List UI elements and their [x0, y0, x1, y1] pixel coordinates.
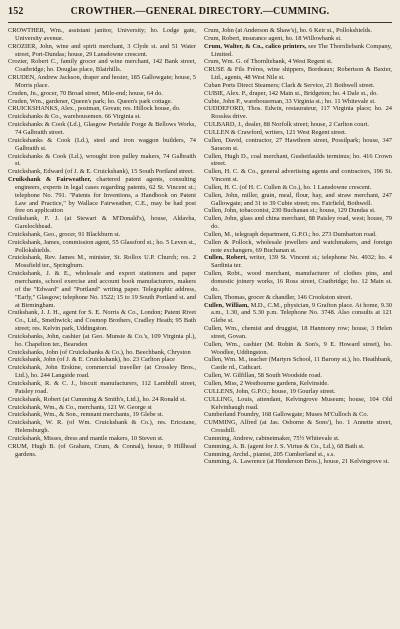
directory-entry: Cumberland Foundry, 168 Gallowgate; Muses M'Culloch & Co. [204, 411, 369, 419]
directory-entry: Cumming, Archd., pianist, 205 Cumberland st., s.s. [204, 450, 336, 458]
page-number: 152 [8, 6, 24, 17]
directory-entry: CUMMING, Alfred (at Jas. Osborne & Sons'), ho. 1 Annette street, Crosshill. [204, 419, 392, 435]
directory-entry: Crum, John (at Anderson & Shaw's), ho. 6 Keir st., Pollokshields. [204, 27, 373, 34]
directory-entry: Cruickshanks, John (of Cruickshanks & Co.), ho. Beechbank, Chryston [8, 348, 191, 356]
directory-entry: CRUSE & Fils Frères, wine shippers, Bordeaux; Robertson & Baxter, Ltd., agents, 48 West Nile st. [204, 66, 392, 82]
directory-entry: Cruickshanks & Cook (Ld.), steel and iron waggon builders, 74 Galbraith st. [8, 136, 196, 152]
directory-entry: CROWTHER, Wm., assistant janitor, University; ho. Lodge gate, University avenue. [8, 27, 196, 42]
directory-entry: Cruickshank, Wm., & Co., merchants, 121 W. George st [8, 403, 152, 411]
directory-entry: Cullen, Thomas, grocer & chandler, 146 Crookston street. [204, 293, 353, 301]
directory-entry: Cruickshank, R. & C. J., biscuit manufacturers, 112 Lambhill street, Paisley road. [8, 379, 196, 395]
directory-entry: Cullen, Miss, 2 Westbourne gardens, Kelvinside. [204, 379, 329, 387]
directory-entry: Cruickshank, Edward (of J. & E. Cruickshank), 15 South Portland street. [8, 168, 195, 176]
entry-name: Cullen, Robert, [204, 254, 247, 262]
directory-entry: CRUDEN, Andrew Jackson, draper and hosier, 185 Gallowgate; house, 5 Morris place. [8, 74, 196, 89]
directory-entry: Crozier, Robert C., family grocer and wine merchant, 142 Bank street, Coatbridge; ho. Douglas place, Blairhills. [8, 58, 196, 74]
directory-entry: Cruickshank, John Erskine, commercial traveller (at Crossley Bros., Ltd.), ho. 244 Langside road. [8, 364, 196, 380]
directory-entry: CULLING, Louis, attendant, Kelvingrove Museum; house, 104 Old Kelvinhaugh road. [204, 395, 392, 411]
directory-entry: Cullen, John, glass and china merchant, 88 Paisley road, west; house, 79 do. [204, 215, 392, 231]
directory-entry: Cullen, Hugh D., coal merchant, Gushetfaulds terminus; ho. 416 Crown street. [204, 152, 392, 168]
directory-entry: Cullen, Robt., wood merchant, manufacturer of clothes pins, and domestic joinery works, 16 Ross street, Coatbridge; ho. 12 Main st. do. [204, 270, 392, 293]
directory-entry: Cullen, M., telegraph department, G.P.O.; ho. 273 Dumbarton road. [204, 230, 377, 238]
directory-entry: Cullen, H. C. (of H. C. Cullen & Co.), ho. 1 Lansdowne crescent. [204, 183, 372, 191]
directory-columns [8, 27, 392, 466]
directory-entry: CUBIE, Alex. P., draper, 142 Main st., Bridgeton; ho. 4 Dale st., do. [204, 89, 378, 97]
directory-entry: Cruickshanks & Co., warehousemen. 66 Virginia st. [8, 113, 141, 121]
directory-entry: Cruickshank, John (of J. & E. Cruickshank), ho. 23 Carlton place [8, 356, 176, 364]
directory-entry: CULBARD, J., dealer, 88 Norfolk street; house, 2 Carlton court. [204, 121, 369, 129]
directory-entry: Crum, Robert, insurance agent, ho. 18 Willowbank st. [204, 34, 342, 42]
directory-entry: Cruickshank, Geo., grocer, 91 Blackburn st. [8, 230, 121, 238]
entry-name: Cullen, William, [204, 301, 249, 309]
directory-entry: Cruickshank, Rev. James M., minister, St. Rollox U.P. Church; res. 2 Mossfield ter., Springburn. [8, 254, 196, 270]
entry-name: Crum, Walter, & Co., calico printers, [204, 42, 307, 50]
directory-entry: Cullen, John, miller, grain, meal, flour, hay, and straw merchant, 247 Gallowgate; and 31 to 39 Cubie street; res. Fairfield, Bothwell. [204, 191, 392, 207]
directory-entry: Cubie, John P., warehouseman, 33 Virginia st.; ho. 11 Whitevale st. [204, 97, 376, 105]
directory-entry: Cruikshank, F. J. (at Stewart & M'Donald's), house, Aldavha, Garelochhead. [8, 215, 196, 231]
column-gutter [200, 27, 201, 466]
directory-entry: Crum, Wm. G. of Thornliebank, 4 West Regent st. [204, 58, 333, 66]
directory-entry: Cruickshanks & Cook (Ld.), wrought iron pulley makers, 74 Galbraith st. [8, 152, 196, 168]
directory-entry: Cruden, Wm., gardener, Queen's park; ho. Queen's park cottage. [8, 97, 173, 105]
directory-entry: Cruickshank, Wm., & Son., remnant merchants, 19 Glebe st. [8, 411, 164, 419]
directory-entry: Cruickshank, J. & E., wholesale and export stationers and paper merchants, school exercise and account book manufacturers, makers of the "Edward" and "Portland" writing paper. Telegraphic address, "Early," Glasgow; telephone No. 1522; 15 to 19 South Portland st. and at Birmingham. [8, 270, 196, 309]
directory-entry: Cruickshanks & Cook (Ld.), Glasgow Portable Forge & Bellows Works, 74 Galbraith street. [8, 121, 196, 136]
page-title: CROWTHER.—GENERAL DIRECTORY.—CUMMING. [70, 6, 330, 17]
directory-entry: CRUM, Hugh B. (of Graham, Crum, & Connal), house, 9 Hillhead gardens. [8, 442, 196, 458]
directory-entry: Cruickshank, Robert (at Cumming & Smith's, Ltd.), ho. 24 Ronald st. [8, 395, 186, 403]
left-column [8, 27, 196, 466]
entry-name: Cruikshank & Fairweather, [8, 176, 92, 184]
directory-entry: Cruickshank, W. R. (of Wm. Cruickshank & Co.), res. Ericstane, Helensburgh. [8, 419, 196, 435]
right-column [204, 27, 392, 466]
directory-entry: CUDDEFORD, Thos. Edwin, restaurateur, 117 Virginia place; ho. 24 Rosslea drive. [204, 105, 392, 121]
directory-entry: Cumming, A. B. (agent for J. S. Virtue & Co., Ld.), 68 Bath st. [204, 442, 365, 450]
directory-entry: Cullen, William, M.D., C.M., physician, 9 Grafton place. At home, 9.30 a.m., 1.30, and 5.30 p.m. Telephone No. 3748. Also consults at 121 Glebe st. [204, 301, 392, 325]
directory-entry: Cullen, Wm., cashier (M. Robin & Son's, 9 E. Howard street), ho. Woodlee, Uddingston. [204, 340, 392, 356]
directory-entry: Cullen & Pollock, wholesale jewellers and watchmakers, and foreign note exchangers, 69 Buchanan st. [204, 238, 392, 254]
directory-entry: Cullen, H. C. & Co., general advertising agents and contractors, 196 St. Vincent st. [204, 168, 392, 184]
directory-entry: Crum, Walter, & Co., calico printers, see The Thornliebank Company, Limited. [204, 42, 392, 58]
directory-entry: Cullen, David, contractor, 27 Hawthorn street, Possilpark; house, 347 Saracen st. [204, 136, 392, 152]
directory-entry: Cruikshank, J. J. H., agent for S. E. Norris & Co., London; Patent Rivet Co., Ltd., Smethwick; and Cosmop Brothers, Cradley Heath; 95 Bath street; res. Kelvin park, Uddingston. [8, 309, 196, 333]
directory-entry: Cumming, A. Lawrence (at Henderson Bros.), house, 21 Kelvingrove st. [204, 458, 390, 466]
directory-entry: Cullen, John, tobacconist, 230 Buchanan st.; house, 129 Dundas st. [204, 207, 376, 215]
directory-entry: Cumming, Andrew, cabinetmaker, 75½ Whitevale st. [204, 434, 340, 442]
directory-entry: Cullen, Wm., chemist and druggist, 18 Hanmony row; house, 3 Helen street, Govan. [204, 325, 392, 340]
directory-entry: Cullen, W. Gilfillan, 58 South Woodside road. [204, 372, 322, 380]
directory-entry: Cuban Ports Direct Steamers; Clark & Service, 21 Bothwell street. [204, 81, 375, 89]
directory-entry: CROZIER, John, wine and spirit merchant, 3 Clyde st. and 51 Water street, Port-Dundas; house, 29 Lansdowne crescent. [8, 42, 196, 58]
page-header [8, 6, 392, 20]
directory-entry: CULLEN & Crawford, writers, 121 West Regent street. [204, 128, 347, 136]
directory-entry: Cruickshank, James, commission agent, 55 Glassford st.; ho. 5 Leven st., Pollokshields. [8, 238, 196, 254]
directory-entry: Cruickshanks, John, cashier (at Geo. Munsie & Co.'s, 109 Virginia pl.), ho. Chapelton ter., Bearsden [8, 332, 196, 348]
header-rule [8, 22, 392, 23]
directory-entry: Cruden, Jn., grocer, 70 Broad street, Mile-end; house, 64 do. [8, 89, 163, 97]
directory-entry: Cruickshank, Misses, dress and mantle makers, 10 Steven st. [8, 434, 164, 442]
directory-entry: Cruikshank & Fairweather, chartered patent agents, consulting engineers, experts in legal cases regarding patents, 62 St. Vincent st.; telephone No. 791. "Patents for Inventions, a Handbook on Patent Law and Practice," by Wallace Fairweather, C.E., may be had post free on application [8, 176, 196, 215]
directory-entry: CULLENS, John, G.P.O.; house, 19 Gourlay street. [204, 387, 336, 395]
directory-entry: CRUICKSHANKS, Alex., postman, Govan; res. Hillock house, do. [8, 105, 181, 113]
directory-entry: Cullen, Robert, writer, 139 St. Vincent st.; telephone No. 4932; ho. 4 Sardinia ter. [204, 254, 392, 270]
directory-entry: Cullen, Wm. M., teacher (Martyrs School, 11 Barony st.), ho. Heathbank, Castle rd., Cathcart. [204, 356, 392, 372]
